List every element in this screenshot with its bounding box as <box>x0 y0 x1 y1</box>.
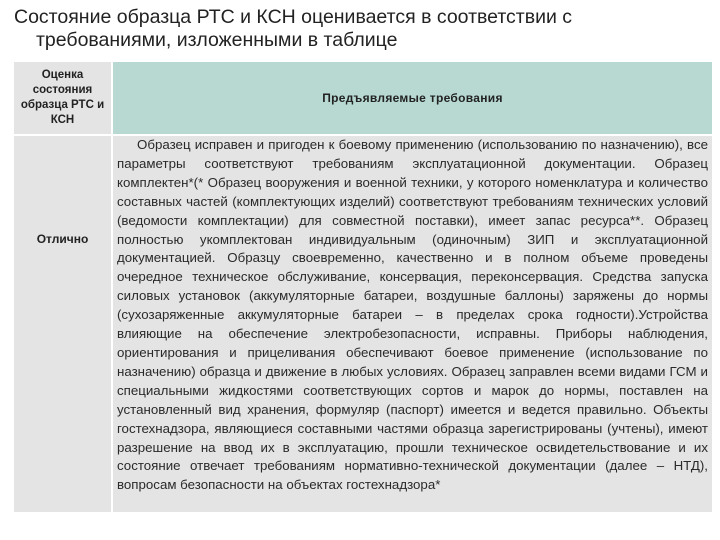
requirements-text: Образец исправен и пригоден к боевому применению (использованию по назначению), все параметры соответствуют требованиям эксплуатационной документации. Образец комплектен*(* Образец вооружения и военной техники, у которого номенклатура и количество составных частей (комплектующих изделий) соответствуют требованиям технических условий (ведомости комплектации) для совместной поставки), имеет запас ресурса**. Образец полностью укомплектован индивидуальным (одиночным) ЗИП и эксплуатационной документацией. Образцу своевременно, качественно и в полном объеме проведены очередное техническое обслуживание, консервация, переконсервация. Средства запуска силовых установок (аккумуляторные батареи, воздушные баллоны) заряжены до нормы (сухозаряженные аккумуляторные батареи – в пределах срока годности).Устройства влияющие на обеспечение электробезопасности, исправны. Приборы наблюдения, ориентирования и прицеливания обеспечивают боевое применение (использование по назначению) образца и движение в любых условиях. Образец заправлен всеми видами ГСМ и специальными жидкостями соответствующих сортов и марок до нормы, поставлен на установленный вид хранения, формуляр (паспорт) имеется и ведется правильно. Объекты гостехнадзора, являющиеся составными частями образца зарегистрированы (учтены), имеют разрешение на ввод их в эксплуатацию, прошли техническое освидетельствование и их состояние отвечает требованиям нормативно-технической документации (далее – НТД), вопросам безопасности на объектах гостехнадзора* <box>117 137 708 493</box>
requirements-cell <box>113 136 712 512</box>
slide-title <box>14 6 704 52</box>
header-cell-requirements <box>113 62 712 134</box>
grade-label: Отлично <box>36 232 89 246</box>
requirements-table <box>14 62 712 512</box>
slide-title-line-2: требованиями, изложенными в таблице <box>36 29 398 51</box>
slide-title-line-1: Состояние образца РТС и КСН оценивается в соответствии с <box>14 6 573 28</box>
header-requirements-label: Предъявляемые требования <box>322 91 503 105</box>
grade-cell <box>14 136 111 512</box>
header-assessment-label: Оценка состояния образца РТС и КСН <box>20 69 105 126</box>
header-cell-assessment <box>14 62 111 134</box>
